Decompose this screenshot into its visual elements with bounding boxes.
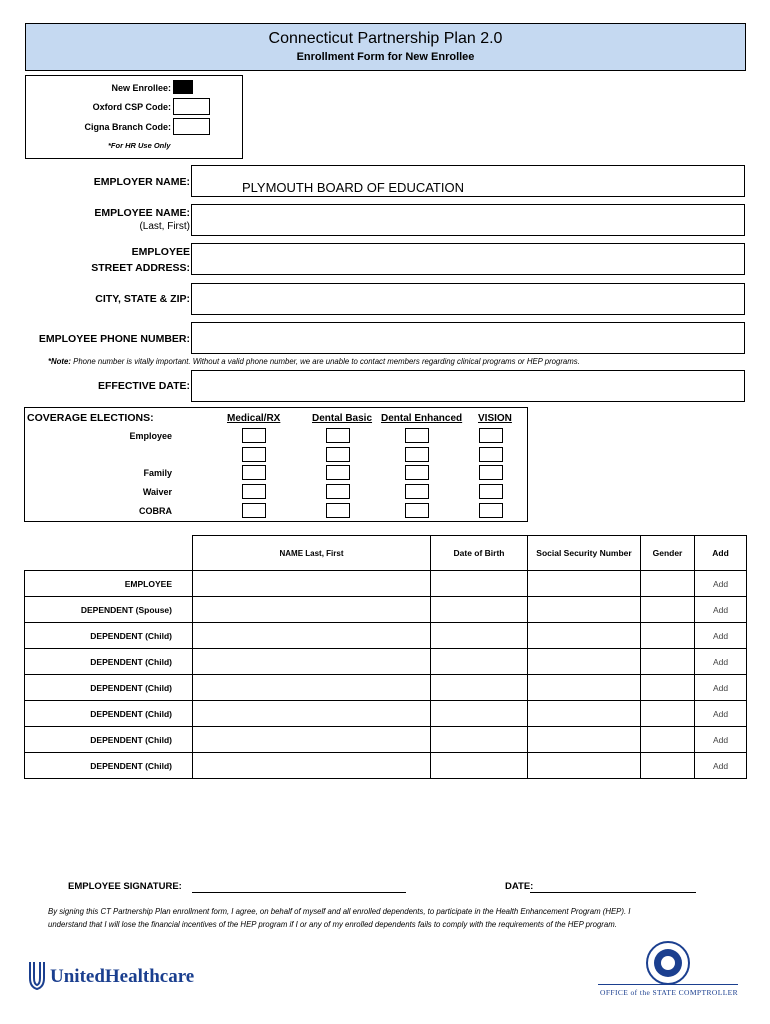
gender-cell[interactable] bbox=[641, 675, 695, 701]
seal-underline bbox=[598, 984, 738, 985]
coverage-checkbox[interactable] bbox=[326, 465, 350, 480]
ssn-cell[interactable] bbox=[528, 597, 641, 623]
dependents-table bbox=[24, 535, 747, 779]
header-name: NAME Last, First bbox=[193, 536, 431, 571]
name-cell[interactable] bbox=[193, 701, 431, 727]
ssn-cell[interactable] bbox=[528, 753, 641, 779]
name-cell[interactable] bbox=[193, 649, 431, 675]
coverage-checkbox[interactable] bbox=[242, 484, 266, 499]
employee-signature-line[interactable] bbox=[192, 892, 406, 893]
dob-cell[interactable] bbox=[431, 649, 528, 675]
coverage-checkbox[interactable] bbox=[326, 428, 350, 443]
row-label: DEPENDENT (Child) bbox=[25, 623, 193, 649]
city-state-zip-field[interactable] bbox=[191, 283, 745, 315]
effective-date-label: EFFECTIVE DATE: bbox=[98, 380, 190, 392]
dependents-table-header bbox=[25, 536, 747, 571]
name-cell[interactable] bbox=[193, 623, 431, 649]
cigna-branch-label: Cigna Branch Code: bbox=[84, 122, 171, 132]
coverage-elections-title: COVERAGE ELECTIONS: bbox=[27, 412, 154, 424]
header-add: Add bbox=[695, 536, 747, 571]
coverage-checkbox[interactable] bbox=[405, 503, 429, 518]
add-cell[interactable]: Add bbox=[695, 675, 747, 701]
gender-cell[interactable] bbox=[641, 623, 695, 649]
dob-cell[interactable] bbox=[431, 701, 528, 727]
uhc-logo-text: UnitedHealthcare bbox=[50, 966, 195, 987]
gender-cell[interactable] bbox=[641, 571, 695, 597]
street-address-label-2: STREET ADDRESS: bbox=[91, 262, 190, 274]
header-ssn: Social Security Number bbox=[528, 536, 641, 571]
row-label: DEPENDENT (Spouse) bbox=[25, 597, 193, 623]
table-row bbox=[25, 675, 747, 701]
coverage-elections-box bbox=[24, 407, 528, 522]
ssn-cell[interactable] bbox=[528, 571, 641, 597]
coverage-checkbox[interactable] bbox=[405, 428, 429, 443]
coverage-col-dental-enhanced: Dental Enhanced bbox=[381, 413, 463, 424]
ssn-cell[interactable] bbox=[528, 727, 641, 753]
header-gender: Gender bbox=[641, 536, 695, 571]
coverage-checkbox[interactable] bbox=[479, 503, 503, 518]
row-label: DEPENDENT (Child) bbox=[25, 701, 193, 727]
street-address-label-1: EMPLOYEE bbox=[131, 246, 190, 258]
coverage-row-employee: Employee bbox=[129, 431, 172, 441]
coverage-row-waiver: Waiver bbox=[142, 487, 172, 497]
dob-cell[interactable] bbox=[431, 727, 528, 753]
table-row bbox=[25, 701, 747, 727]
dob-cell[interactable] bbox=[431, 571, 528, 597]
table-row bbox=[25, 649, 747, 675]
form-title: Connecticut Partnership Plan 2.0 bbox=[268, 30, 503, 47]
effective-date-field[interactable] bbox=[191, 370, 745, 402]
cigna-branch-field[interactable] bbox=[173, 118, 210, 135]
gender-cell[interactable] bbox=[641, 727, 695, 753]
ssn-cell[interactable] bbox=[528, 649, 641, 675]
gender-cell[interactable] bbox=[641, 649, 695, 675]
coverage-row-cobra: COBRA bbox=[139, 506, 172, 516]
coverage-checkbox[interactable] bbox=[479, 447, 503, 462]
row-label: DEPENDENT (Child) bbox=[25, 727, 193, 753]
phone-note-text: Phone number is vitally important. Without a valid phone number, we are unable to contact members regarding clinical programs or HEP programs. bbox=[73, 357, 580, 366]
employee-name-sub: (Last, First) bbox=[139, 221, 190, 232]
ssn-cell[interactable] bbox=[528, 701, 641, 727]
new-enrollee-checkbox[interactable] bbox=[173, 80, 193, 94]
coverage-checkbox[interactable] bbox=[326, 503, 350, 518]
row-label: DEPENDENT (Child) bbox=[25, 753, 193, 779]
row-label: DEPENDENT (Child) bbox=[25, 675, 193, 701]
phone-note bbox=[48, 357, 580, 366]
row-label: EMPLOYEE bbox=[25, 571, 193, 597]
coverage-checkbox[interactable] bbox=[479, 428, 503, 443]
coverage-row-family: Family bbox=[143, 468, 172, 478]
name-cell[interactable] bbox=[193, 597, 431, 623]
add-cell[interactable]: Add bbox=[695, 727, 747, 753]
coverage-checkbox[interactable] bbox=[326, 447, 350, 462]
employee-signature-label: EMPLOYEE SIGNATURE: bbox=[68, 881, 182, 892]
table-row bbox=[25, 727, 747, 753]
coverage-checkbox[interactable] bbox=[405, 447, 429, 462]
agreement-text-1: By signing this CT Partnership Plan enrollment form, I agree, on behalf of myself and all enrolled dependents, to participate in the Health Enhancement Program (HEP). I bbox=[48, 907, 631, 916]
employee-name-label: EMPLOYEE NAME: bbox=[94, 207, 190, 219]
agreement-text-2: understand that I will lose the financial incentives of the HEP program if I or any of my enrolled dependents fails to comply with the requirements of the HEP program. bbox=[48, 920, 617, 929]
coverage-col-vision: VISION bbox=[478, 413, 512, 424]
ssn-cell[interactable] bbox=[528, 675, 641, 701]
name-cell[interactable] bbox=[193, 571, 431, 597]
osc-logo-text: OFFICE of the STATE COMPTROLLER bbox=[600, 988, 739, 997]
table-row bbox=[25, 753, 747, 779]
employer-name-label: EMPLOYER NAME: bbox=[93, 176, 190, 188]
add-cell[interactable]: Add bbox=[695, 701, 747, 727]
employer-name-field[interactable] bbox=[191, 165, 745, 197]
add-cell[interactable]: Add bbox=[695, 623, 747, 649]
ssn-cell[interactable] bbox=[528, 623, 641, 649]
gender-cell[interactable] bbox=[641, 597, 695, 623]
name-cell[interactable] bbox=[193, 675, 431, 701]
coverage-checkbox[interactable] bbox=[242, 465, 266, 480]
coverage-col-medical: Medical/RX bbox=[227, 413, 281, 424]
coverage-checkbox[interactable] bbox=[242, 428, 266, 443]
dob-cell[interactable] bbox=[431, 623, 528, 649]
header-dob: Date of Birth bbox=[431, 536, 528, 571]
add-cell[interactable]: Add bbox=[695, 597, 747, 623]
unitedhealthcare-logo bbox=[28, 960, 198, 994]
employer-name-value: PLYMOUTH BOARD OF EDUCATION bbox=[242, 180, 464, 195]
header-blank-cell bbox=[25, 536, 193, 571]
street-address-field[interactable] bbox=[191, 243, 745, 275]
coverage-checkbox[interactable] bbox=[405, 465, 429, 480]
phone-number-label: EMPLOYEE PHONE NUMBER: bbox=[38, 333, 190, 345]
add-cell[interactable]: Add bbox=[695, 753, 747, 779]
gender-cell[interactable] bbox=[641, 701, 695, 727]
city-state-zip-label: CITY, STATE & ZIP: bbox=[95, 293, 190, 305]
oxford-csp-label: Oxford CSP Code: bbox=[92, 102, 171, 112]
new-enrollee-label: New Enrollee: bbox=[111, 83, 171, 93]
dob-cell[interactable] bbox=[431, 675, 528, 701]
coverage-checkbox[interactable] bbox=[242, 447, 266, 462]
coverage-checkbox[interactable] bbox=[405, 484, 429, 499]
coverage-checkbox[interactable] bbox=[479, 484, 503, 499]
name-cell[interactable] bbox=[193, 727, 431, 753]
coverage-checkbox[interactable] bbox=[242, 503, 266, 518]
dob-cell[interactable] bbox=[431, 597, 528, 623]
employee-name-field[interactable] bbox=[191, 204, 745, 236]
table-row bbox=[25, 571, 747, 597]
form-subtitle: Enrollment Form for New Enrollee bbox=[296, 51, 475, 63]
oxford-csp-field[interactable] bbox=[173, 98, 210, 115]
add-cell[interactable]: Add bbox=[695, 649, 747, 675]
phone-number-field[interactable] bbox=[191, 322, 745, 354]
coverage-checkbox[interactable] bbox=[479, 465, 503, 480]
state-comptroller-logo bbox=[598, 940, 738, 998]
hr-use-note: *For HR Use Only bbox=[108, 141, 171, 150]
form-header bbox=[25, 23, 746, 71]
date-label: DATE: bbox=[505, 881, 534, 892]
coverage-col-dental-basic: Dental Basic bbox=[312, 413, 373, 424]
phone-note-bold: *Note: bbox=[48, 357, 71, 366]
coverage-checkbox[interactable] bbox=[326, 484, 350, 499]
state-seal-icon bbox=[645, 940, 691, 986]
uhc-shield-icon bbox=[28, 960, 46, 990]
row-label: DEPENDENT (Child) bbox=[25, 649, 193, 675]
table-row bbox=[25, 597, 747, 623]
gender-cell[interactable] bbox=[641, 753, 695, 779]
add-cell[interactable]: Add bbox=[695, 571, 747, 597]
dob-cell[interactable] bbox=[431, 753, 528, 779]
date-line[interactable] bbox=[530, 892, 696, 893]
table-row bbox=[25, 623, 747, 649]
name-cell[interactable] bbox=[193, 753, 431, 779]
